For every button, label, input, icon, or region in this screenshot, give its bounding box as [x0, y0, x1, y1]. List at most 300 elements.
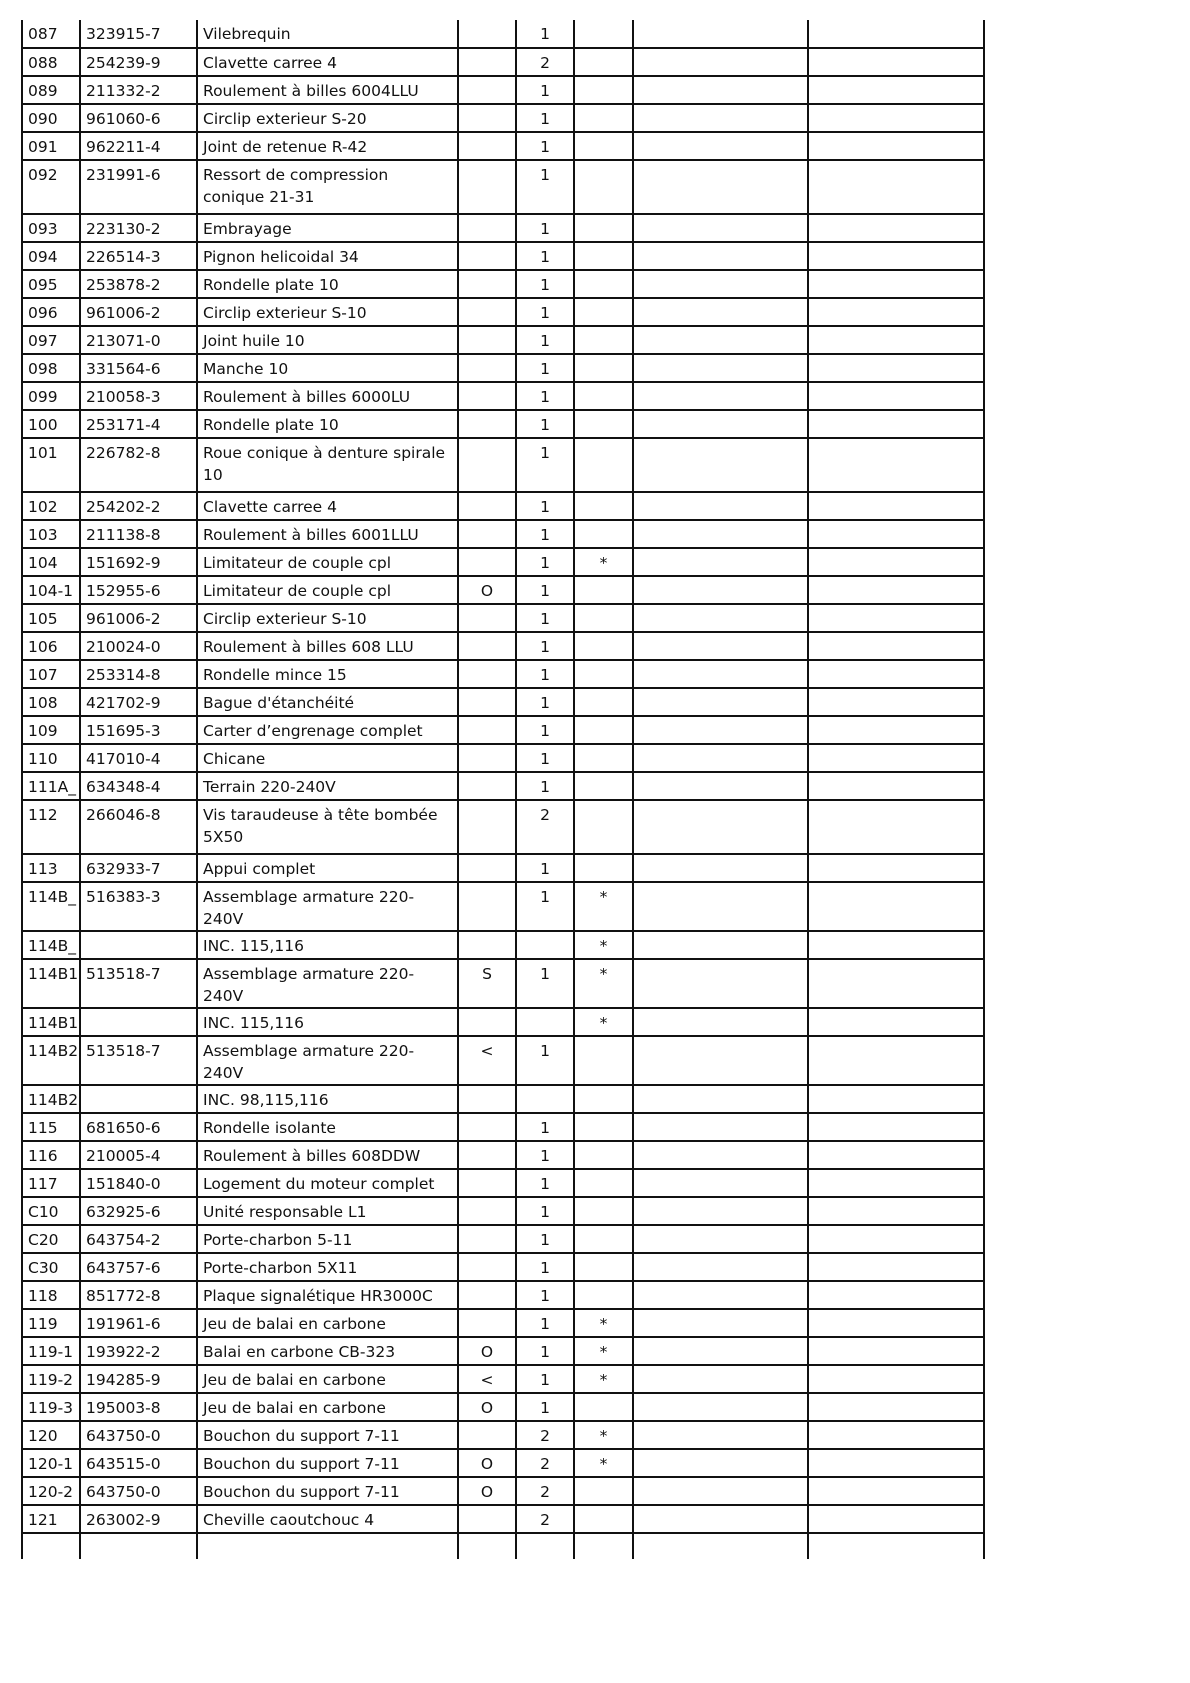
item-number-cell: 104-1: [22, 576, 80, 604]
blank-cell: [633, 1085, 808, 1113]
quantity-cell: 1: [516, 76, 574, 104]
item-number-cell: 109: [22, 716, 80, 744]
quantity-cell: 1: [516, 438, 574, 492]
quantity-cell: 1: [516, 1281, 574, 1309]
description-cell: Circlip exterieur S-10: [197, 298, 458, 326]
marker-cell: [458, 1309, 516, 1337]
item-number-cell: 114B_: [22, 882, 80, 931]
note-star-cell: [574, 1085, 633, 1113]
blank-cell: [633, 1197, 808, 1225]
item-number-cell: 101: [22, 438, 80, 492]
note-star-cell: [574, 660, 633, 688]
marker-cell: [458, 1141, 516, 1169]
description-cell: Rondelle plate 10: [197, 410, 458, 438]
quantity-cell: 2: [516, 800, 574, 854]
table-row: [22, 1505, 984, 1533]
blank-cell: [633, 410, 808, 438]
marker-cell: [458, 548, 516, 576]
part-reference-cell: 331564-6: [80, 354, 197, 382]
part-reference-cell: 223130-2: [80, 214, 197, 242]
blank-cell: [808, 1421, 984, 1449]
part-reference-cell: 421702-9: [80, 688, 197, 716]
table-row: [22, 1421, 984, 1449]
blank-cell: [808, 1505, 984, 1533]
note-star-cell: [574, 1253, 633, 1281]
description-cell: [197, 1533, 458, 1559]
description-cell: Jeu de balai en carbone: [197, 1393, 458, 1421]
note-star-cell: [574, 854, 633, 882]
quantity-cell: 1: [516, 959, 574, 1008]
item-number-cell: 098: [22, 354, 80, 382]
part-reference-cell: 643757-6: [80, 1253, 197, 1281]
marker-cell: [458, 854, 516, 882]
blank-cell: [808, 854, 984, 882]
marker-cell: [458, 520, 516, 548]
item-number-cell: 095: [22, 270, 80, 298]
blank-cell: [633, 660, 808, 688]
note-star-cell: *: [574, 1309, 633, 1337]
blank-cell: [633, 716, 808, 744]
marker-cell: [458, 410, 516, 438]
part-reference-cell: 681650-6: [80, 1113, 197, 1141]
blank-cell: [633, 20, 808, 48]
item-number-cell: 089: [22, 76, 80, 104]
part-reference-cell: 151695-3: [80, 716, 197, 744]
marker-cell: [458, 800, 516, 854]
quantity-cell: 1: [516, 354, 574, 382]
blank-cell: [633, 1421, 808, 1449]
description-cell: Assemblage armature 220-240V: [197, 959, 458, 1008]
part-reference-cell: 516383-3: [80, 882, 197, 931]
blank-cell: [808, 716, 984, 744]
item-number-cell: 113: [22, 854, 80, 882]
part-reference-cell: 210024-0: [80, 632, 197, 660]
blank-cell: [808, 76, 984, 104]
parts-table: [21, 20, 985, 1559]
item-number-cell: 100: [22, 410, 80, 438]
table-row: [22, 959, 984, 1008]
item-number-cell: 114B2: [22, 1085, 80, 1113]
quantity-cell: 2: [516, 1477, 574, 1505]
blank-cell: [808, 1309, 984, 1337]
quantity-cell: 2: [516, 1421, 574, 1449]
description-cell: INC. 115,116: [197, 931, 458, 959]
part-reference-cell: 962211-4: [80, 132, 197, 160]
description-cell: Jeu de balai en carbone: [197, 1309, 458, 1337]
blank-cell: [633, 1036, 808, 1085]
table-row: [22, 772, 984, 800]
table-row: [22, 1365, 984, 1393]
item-number-cell: 119-3: [22, 1393, 80, 1421]
item-number-cell: 105: [22, 604, 80, 632]
blank-cell: [633, 548, 808, 576]
marker-cell: [458, 214, 516, 242]
description-cell: Circlip exterieur S-10: [197, 604, 458, 632]
table-row: [22, 438, 984, 492]
quantity-cell: 1: [516, 410, 574, 438]
blank-cell: [808, 660, 984, 688]
description-cell: Bouchon du support 7-11: [197, 1449, 458, 1477]
note-star-cell: [574, 688, 633, 716]
table-row: [22, 882, 984, 931]
quantity-cell: 1: [516, 688, 574, 716]
blank-cell: [633, 1309, 808, 1337]
blank-cell: [633, 688, 808, 716]
item-number-cell: 103: [22, 520, 80, 548]
table-row: [22, 1533, 984, 1559]
quantity-cell: [516, 1008, 574, 1036]
table-row: [22, 1141, 984, 1169]
blank-cell: [808, 1085, 984, 1113]
marker-cell: [458, 76, 516, 104]
part-reference-cell: 643750-0: [80, 1421, 197, 1449]
table-row: [22, 1393, 984, 1421]
quantity-cell: 1: [516, 576, 574, 604]
blank-cell: [633, 1337, 808, 1365]
description-cell: Roue conique à denture spirale 10: [197, 438, 458, 492]
blank-cell: [808, 132, 984, 160]
marker-cell: [458, 604, 516, 632]
description-cell: Carter d’engrenage complet: [197, 716, 458, 744]
blank-cell: [633, 604, 808, 632]
item-number-cell: 119-2: [22, 1365, 80, 1393]
quantity-cell: [516, 1533, 574, 1559]
blank-cell: [808, 160, 984, 214]
item-number-cell: 096: [22, 298, 80, 326]
description-cell: INC. 98,115,116: [197, 1085, 458, 1113]
table-row: [22, 1036, 984, 1085]
item-number-cell: 102: [22, 492, 80, 520]
part-reference-cell: 231991-6: [80, 160, 197, 214]
part-reference-cell: 226514-3: [80, 242, 197, 270]
blank-cell: [808, 242, 984, 270]
description-cell: Porte-charbon 5X11: [197, 1253, 458, 1281]
marker-cell: S: [458, 959, 516, 1008]
part-reference-cell: 961060-6: [80, 104, 197, 132]
description-cell: Balai en carbone CB-323: [197, 1337, 458, 1365]
item-number-cell: 114B_: [22, 931, 80, 959]
part-reference-cell: 211332-2: [80, 76, 197, 104]
description-cell: Clavette carree 4: [197, 48, 458, 76]
blank-cell: [808, 1113, 984, 1141]
table-row: [22, 744, 984, 772]
blank-cell: [808, 1036, 984, 1085]
blank-cell: [633, 298, 808, 326]
note-star-cell: [574, 1113, 633, 1141]
description-cell: Vilebrequin: [197, 20, 458, 48]
part-reference-cell: 194285-9: [80, 1365, 197, 1393]
item-number-cell: 107: [22, 660, 80, 688]
part-reference-cell: [80, 1085, 197, 1113]
table-row: [22, 931, 984, 959]
table-row: [22, 632, 984, 660]
part-reference-cell: 226782-8: [80, 438, 197, 492]
item-number-cell: 088: [22, 48, 80, 76]
description-cell: Limitateur de couple cpl: [197, 548, 458, 576]
blank-cell: [808, 688, 984, 716]
blank-cell: [808, 1477, 984, 1505]
part-reference-cell: 195003-8: [80, 1393, 197, 1421]
item-number-cell: 112: [22, 800, 80, 854]
note-star-cell: [574, 520, 633, 548]
marker-cell: [458, 1253, 516, 1281]
description-cell: Roulement à billes 608DDW: [197, 1141, 458, 1169]
part-reference-cell: 193922-2: [80, 1337, 197, 1365]
blank-cell: [808, 382, 984, 410]
description-cell: Roulement à billes 608 LLU: [197, 632, 458, 660]
marker-cell: [458, 931, 516, 959]
quantity-cell: 2: [516, 1505, 574, 1533]
blank-cell: [633, 772, 808, 800]
quantity-cell: [516, 1085, 574, 1113]
part-reference-cell: 323915-7: [80, 20, 197, 48]
quantity-cell: 1: [516, 520, 574, 548]
description-cell: Plaque signalétique HR3000C: [197, 1281, 458, 1309]
blank-cell: [808, 48, 984, 76]
table-row: [22, 298, 984, 326]
item-number-cell: 093: [22, 214, 80, 242]
blank-cell: [808, 298, 984, 326]
part-reference-cell: 643750-0: [80, 1477, 197, 1505]
blank-cell: [808, 1141, 984, 1169]
part-reference-cell: 191961-6: [80, 1309, 197, 1337]
part-reference-cell: 211138-8: [80, 520, 197, 548]
note-star-cell: [574, 20, 633, 48]
item-number-cell: 111A_: [22, 772, 80, 800]
quantity-cell: 1: [516, 270, 574, 298]
note-star-cell: [574, 492, 633, 520]
part-reference-cell: [80, 1533, 197, 1559]
quantity-cell: 1: [516, 1113, 574, 1141]
description-cell: Bouchon du support 7-11: [197, 1477, 458, 1505]
table-row: [22, 1309, 984, 1337]
description-cell: Jeu de balai en carbone: [197, 1365, 458, 1393]
note-star-cell: [574, 1197, 633, 1225]
quantity-cell: 1: [516, 1036, 574, 1085]
marker-cell: [458, 1169, 516, 1197]
note-star-cell: [574, 576, 633, 604]
marker-cell: [458, 1421, 516, 1449]
marker-cell: [458, 492, 516, 520]
quantity-cell: 1: [516, 604, 574, 632]
table-row: [22, 104, 984, 132]
blank-cell: [633, 242, 808, 270]
blank-cell: [633, 1477, 808, 1505]
quantity-cell: 1: [516, 298, 574, 326]
quantity-cell: 2: [516, 48, 574, 76]
part-reference-cell: 961006-2: [80, 604, 197, 632]
blank-cell: [633, 576, 808, 604]
description-cell: Rondelle plate 10: [197, 270, 458, 298]
quantity-cell: 1: [516, 1253, 574, 1281]
note-star-cell: [574, 1505, 633, 1533]
quantity-cell: 1: [516, 1393, 574, 1421]
quantity-cell: 1: [516, 1309, 574, 1337]
blank-cell: [808, 800, 984, 854]
marker-cell: O: [458, 1477, 516, 1505]
blank-cell: [633, 1008, 808, 1036]
table-row: [22, 326, 984, 354]
item-number-cell: C20: [22, 1225, 80, 1253]
blank-cell: [808, 326, 984, 354]
table-row: [22, 1225, 984, 1253]
description-cell: Circlip exterieur S-20: [197, 104, 458, 132]
quantity-cell: 1: [516, 1225, 574, 1253]
marker-cell: [458, 1113, 516, 1141]
description-cell: Limitateur de couple cpl: [197, 576, 458, 604]
blank-cell: [808, 882, 984, 931]
part-reference-cell: 513518-7: [80, 959, 197, 1008]
description-cell: Vis taraudeuse à tête bombée 5X50: [197, 800, 458, 854]
blank-cell: [633, 882, 808, 931]
note-star-cell: [574, 104, 633, 132]
item-number-cell: 091: [22, 132, 80, 160]
blank-cell: [808, 1281, 984, 1309]
blank-cell: [633, 1225, 808, 1253]
item-number-cell: 119-1: [22, 1337, 80, 1365]
quantity-cell: 1: [516, 492, 574, 520]
marker-cell: [458, 1533, 516, 1559]
description-cell: Bague d'étanchéité: [197, 688, 458, 716]
marker-cell: [458, 270, 516, 298]
table-row: [22, 1477, 984, 1505]
part-reference-cell: 253314-8: [80, 660, 197, 688]
parts-table-body: [22, 20, 984, 1559]
blank-cell: [633, 104, 808, 132]
blank-cell: [808, 520, 984, 548]
quantity-cell: [516, 931, 574, 959]
blank-cell: [808, 604, 984, 632]
description-cell: Roulement à billes 6000LU: [197, 382, 458, 410]
item-number-cell: 120-2: [22, 1477, 80, 1505]
table-row: [22, 20, 984, 48]
description-cell: Roulement à billes 6001LLU: [197, 520, 458, 548]
marker-cell: [458, 1281, 516, 1309]
note-star-cell: [574, 604, 633, 632]
quantity-cell: 1: [516, 1141, 574, 1169]
blank-cell: [633, 270, 808, 298]
marker-cell: [458, 48, 516, 76]
note-star-cell: [574, 716, 633, 744]
marker-cell: [458, 132, 516, 160]
note-star-cell: [574, 1141, 633, 1169]
note-star-cell: [574, 1533, 633, 1559]
marker-cell: O: [458, 1337, 516, 1365]
note-star-cell: [574, 242, 633, 270]
marker-cell: [458, 744, 516, 772]
description-cell: Cheville caoutchouc 4: [197, 1505, 458, 1533]
part-reference-cell: 253171-4: [80, 410, 197, 438]
marker-cell: [458, 160, 516, 214]
quantity-cell: 1: [516, 20, 574, 48]
table-row: [22, 1281, 984, 1309]
blank-cell: [633, 160, 808, 214]
table-row: [22, 1008, 984, 1036]
note-star-cell: [574, 214, 633, 242]
quantity-cell: 1: [516, 104, 574, 132]
marker-cell: [458, 326, 516, 354]
quantity-cell: 1: [516, 1197, 574, 1225]
part-reference-cell: 213071-0: [80, 326, 197, 354]
parts-list-page: [21, 20, 985, 1559]
blank-cell: [808, 632, 984, 660]
description-cell: Embrayage: [197, 214, 458, 242]
table-row: [22, 242, 984, 270]
note-star-cell: [574, 76, 633, 104]
marker-cell: [458, 632, 516, 660]
blank-cell: [808, 1337, 984, 1365]
blank-cell: [808, 548, 984, 576]
item-number-cell: 117: [22, 1169, 80, 1197]
quantity-cell: 1: [516, 660, 574, 688]
note-star-cell: [574, 132, 633, 160]
item-number-cell: 087: [22, 20, 80, 48]
blank-cell: [808, 1169, 984, 1197]
part-reference-cell: 643754-2: [80, 1225, 197, 1253]
item-number-cell: 114B1: [22, 1008, 80, 1036]
note-star-cell: [574, 1169, 633, 1197]
blank-cell: [808, 1449, 984, 1477]
quantity-cell: 1: [516, 160, 574, 214]
note-star-cell: [574, 1477, 633, 1505]
table-row: [22, 604, 984, 632]
blank-cell: [633, 1533, 808, 1559]
note-star-cell: *: [574, 1365, 633, 1393]
table-row: [22, 716, 984, 744]
blank-cell: [808, 1253, 984, 1281]
part-reference-cell: 513518-7: [80, 1036, 197, 1085]
description-cell: Assemblage armature 220-240V: [197, 1036, 458, 1085]
marker-cell: [458, 438, 516, 492]
quantity-cell: 1: [516, 854, 574, 882]
item-number-cell: 116: [22, 1141, 80, 1169]
description-cell: Rondelle mince 15: [197, 660, 458, 688]
note-star-cell: [574, 772, 633, 800]
table-row: [22, 1169, 984, 1197]
quantity-cell: 1: [516, 548, 574, 576]
blank-cell: [633, 520, 808, 548]
blank-cell: [808, 104, 984, 132]
part-reference-cell: 152955-6: [80, 576, 197, 604]
item-number-cell: 092: [22, 160, 80, 214]
blank-cell: [633, 214, 808, 242]
table-row: [22, 1337, 984, 1365]
note-star-cell: [574, 270, 633, 298]
item-number-cell: 120: [22, 1421, 80, 1449]
part-reference-cell: 151692-9: [80, 548, 197, 576]
note-star-cell: [574, 410, 633, 438]
item-number-cell: C10: [22, 1197, 80, 1225]
part-reference-cell: 266046-8: [80, 800, 197, 854]
quantity-cell: 1: [516, 772, 574, 800]
part-reference-cell: 417010-4: [80, 744, 197, 772]
table-row: [22, 382, 984, 410]
marker-cell: [458, 1008, 516, 1036]
table-row: [22, 1113, 984, 1141]
blank-cell: [633, 382, 808, 410]
item-number-cell: 114B1: [22, 959, 80, 1008]
part-reference-cell: [80, 931, 197, 959]
marker-cell: [458, 1197, 516, 1225]
note-star-cell: *: [574, 1337, 633, 1365]
blank-cell: [633, 744, 808, 772]
marker-cell: [458, 716, 516, 744]
quantity-cell: 1: [516, 214, 574, 242]
blank-cell: [808, 438, 984, 492]
blank-cell: [808, 270, 984, 298]
note-star-cell: [574, 744, 633, 772]
blank-cell: [808, 214, 984, 242]
